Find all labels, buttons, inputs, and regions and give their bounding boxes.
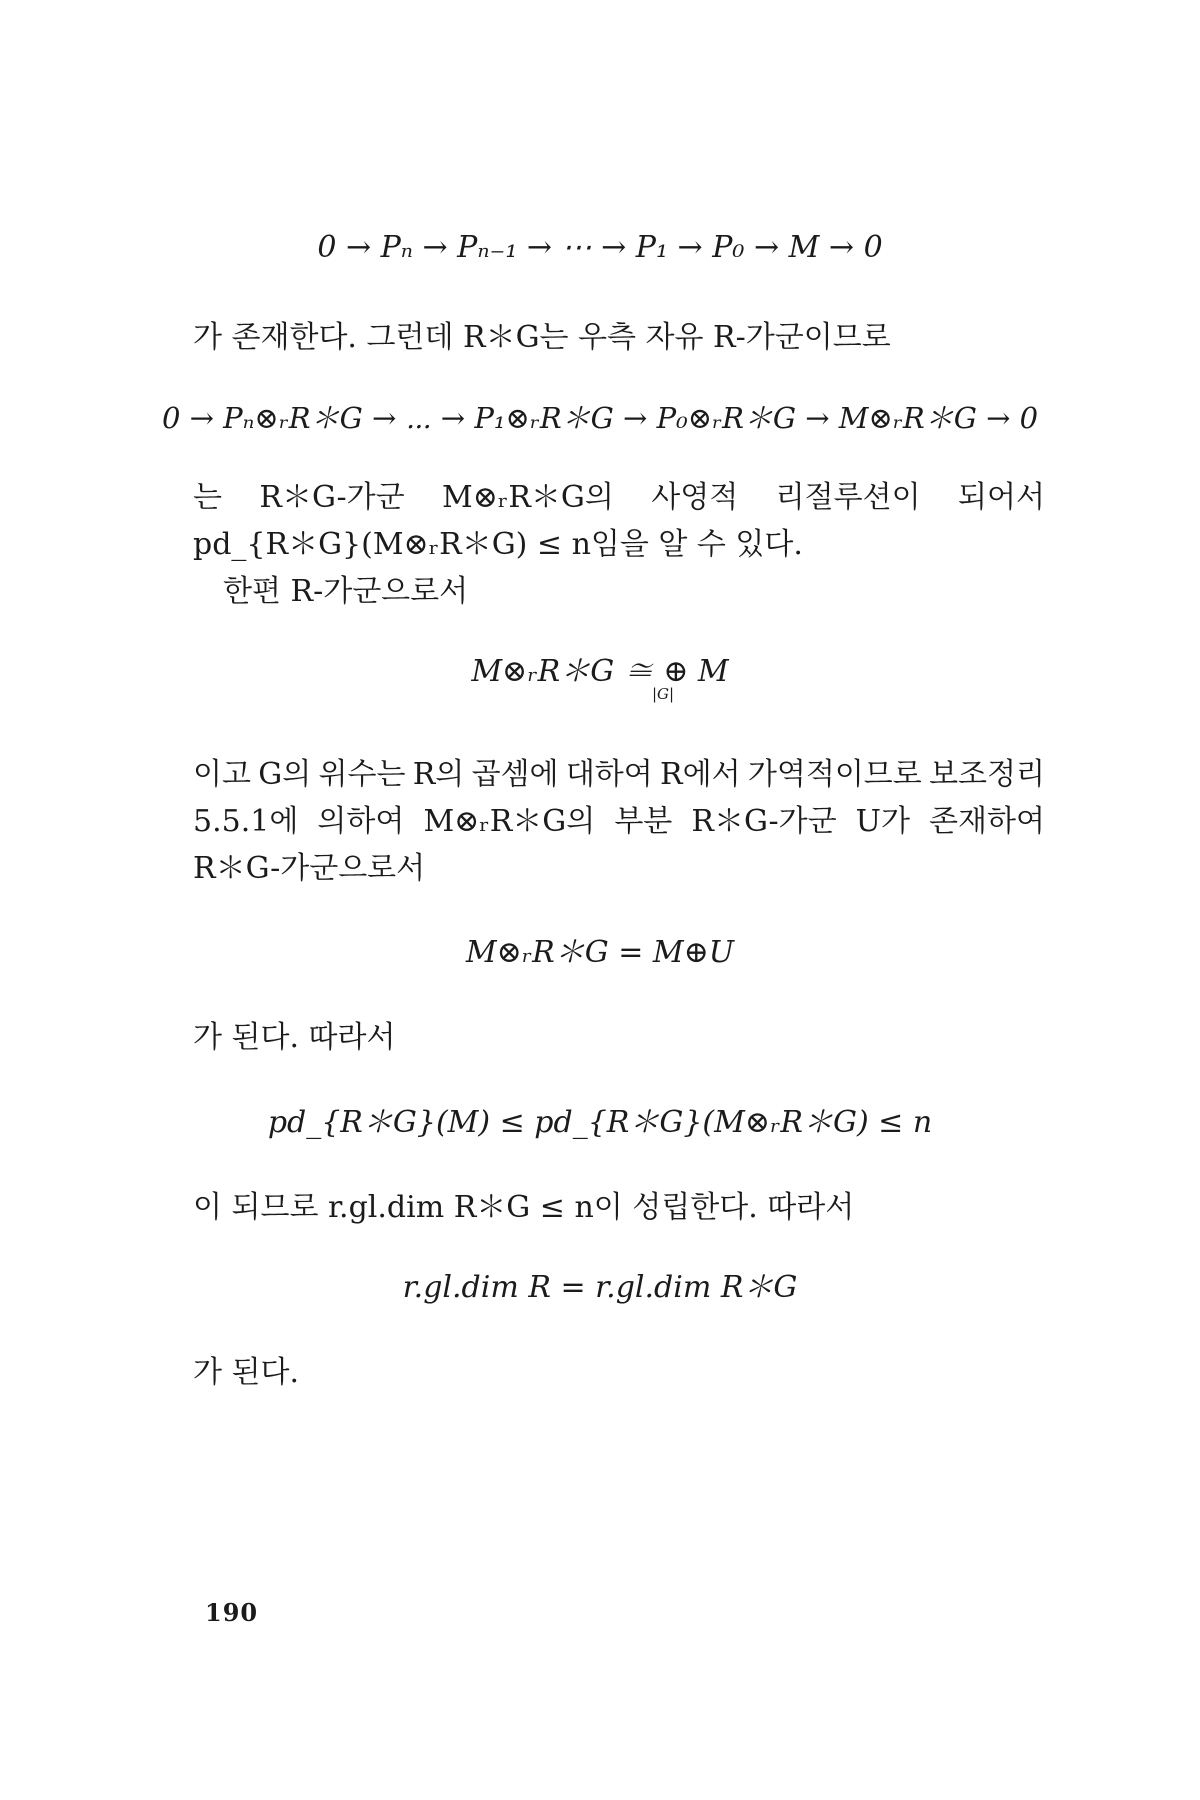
- word: 위수는: [318, 757, 406, 792]
- word: 되어서: [957, 480, 1045, 515]
- word: M⊗ᵣR＊G의: [442, 480, 614, 515]
- equation-text: M⊗ᵣR＊G ≅ ⊕ M: [471, 654, 729, 689]
- equation-direct-sum: [0, 652, 1200, 703]
- equation-projective-dimension: pd_{R＊G}(M) ≤ pd_{R＊G}(M⊗ᵣR＊G) ≤ n: [267, 1105, 933, 1140]
- equation-subscript: |G|: [652, 685, 675, 703]
- word: R＊G-가군: [691, 804, 837, 839]
- paragraph-justified-line: [193, 755, 1045, 795]
- word: G의: [258, 757, 312, 792]
- paragraph-line: 가 된다.: [193, 1355, 300, 1390]
- paragraph-line: 한편 R-가군으로서: [223, 574, 469, 609]
- word: R에서: [660, 757, 741, 792]
- word: 5.5.1에: [193, 804, 299, 839]
- paragraph-line: 가 존재한다. 그런데 R＊G는 우측 자유 R-가군이므로: [193, 320, 891, 355]
- word: 가역적이므로: [747, 757, 922, 792]
- paragraph-line: 이 되므로 r.gl.dim R＊G ≤ n이 성립한다. 따라서: [193, 1190, 855, 1225]
- paragraph-line: R＊G-가군으로서: [193, 851, 426, 886]
- word: 사영적: [651, 480, 739, 515]
- word: 보조정리: [929, 757, 1045, 792]
- equation-global-dimension: r.gl.dim R = r.gl.dim R＊G: [402, 1270, 798, 1305]
- word: 리절루션이: [775, 480, 921, 515]
- equation-exact-sequence: 0 → Pₙ → Pₙ₋₁ → ⋯ → P₁ → P₀ → M → 0: [317, 230, 883, 265]
- paragraph-justified-line: [193, 802, 1045, 842]
- paragraph-line: pd_{R＊G}(M⊗ᵣR＊G) ≤ n임을 알 수 있다.: [193, 527, 803, 562]
- word: 곱셈에: [471, 757, 559, 792]
- word: 는: [193, 480, 222, 515]
- equation-decomposition: M⊗ᵣR＊G = M⊕U: [465, 935, 735, 970]
- word: 대하여: [565, 757, 653, 792]
- paragraph-line: 가 된다. 따라서: [193, 1020, 396, 1055]
- word: R의: [412, 757, 465, 792]
- word: U가: [855, 804, 910, 839]
- word: 존재하여: [929, 804, 1045, 839]
- page-number: 190: [205, 1598, 259, 1627]
- equation-tensor-sequence: 0 → Pₙ⊗ᵣR＊G → ⋯ → P₁⊗ᵣR＊G → P₀⊗ᵣR＊G → M⊗ᵣR＊G → 0: [161, 401, 1039, 435]
- word: 의하여: [317, 804, 405, 839]
- word: 부분: [614, 804, 673, 839]
- word: R＊G-가군: [259, 480, 405, 515]
- paragraph-justified-line: [193, 478, 1045, 518]
- word: 이고: [193, 757, 251, 792]
- word: M⊗ᵣR＊G의: [423, 804, 596, 839]
